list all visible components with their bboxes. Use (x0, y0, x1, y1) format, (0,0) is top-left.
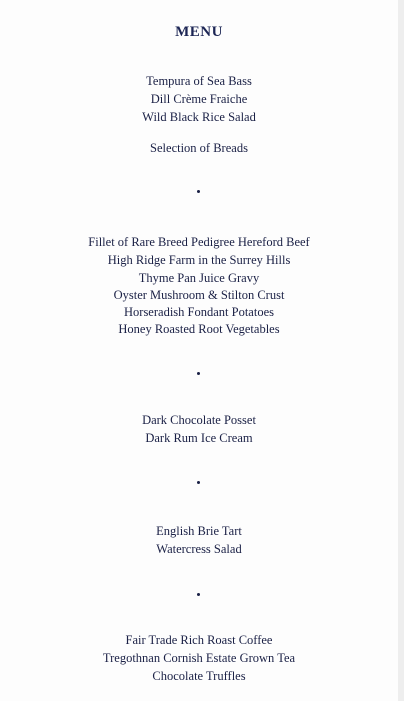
course-5-item: Tregothnan Cornish Estate Grown Tea (102, 651, 296, 665)
separator-dot (197, 593, 200, 596)
course-1-item: Wild Black Rice Salad (142, 110, 256, 124)
separator-dot (197, 372, 200, 375)
separator-dot (197, 190, 200, 193)
course-2-item: Oyster Mushroom & Stilton Crust (113, 288, 285, 302)
course-4-item: English Brie Tart (156, 524, 242, 538)
course-2-item: High Ridge Farm in the Surrey Hills (107, 253, 291, 267)
course-1-breads: Selection of Breads (150, 141, 248, 155)
course-5-item: Fair Trade Rich Roast Coffee (125, 633, 273, 647)
course-3-item: Dark Chocolate Posset (142, 413, 256, 427)
course-2-item: Honey Roasted Root Vegetables (118, 322, 280, 336)
course-4-item: Watercress Salad (156, 542, 242, 556)
course-1-item: Dill Crème Fraiche (150, 92, 248, 106)
course-1-item: Tempura of Sea Bass (146, 74, 252, 88)
course-2-item: Horseradish Fondant Potatoes (124, 305, 274, 319)
course-2-item: Thyme Pan Juice Gravy (138, 271, 260, 285)
separator-dot (197, 481, 200, 484)
course-5-item: Chocolate Truffles (152, 669, 246, 683)
course-3-item: Dark Rum Ice Cream (145, 431, 253, 445)
course-2-item: Fillet of Rare Breed Pedigree Hereford Beef (88, 235, 310, 249)
menu-title: MENU (175, 24, 223, 40)
